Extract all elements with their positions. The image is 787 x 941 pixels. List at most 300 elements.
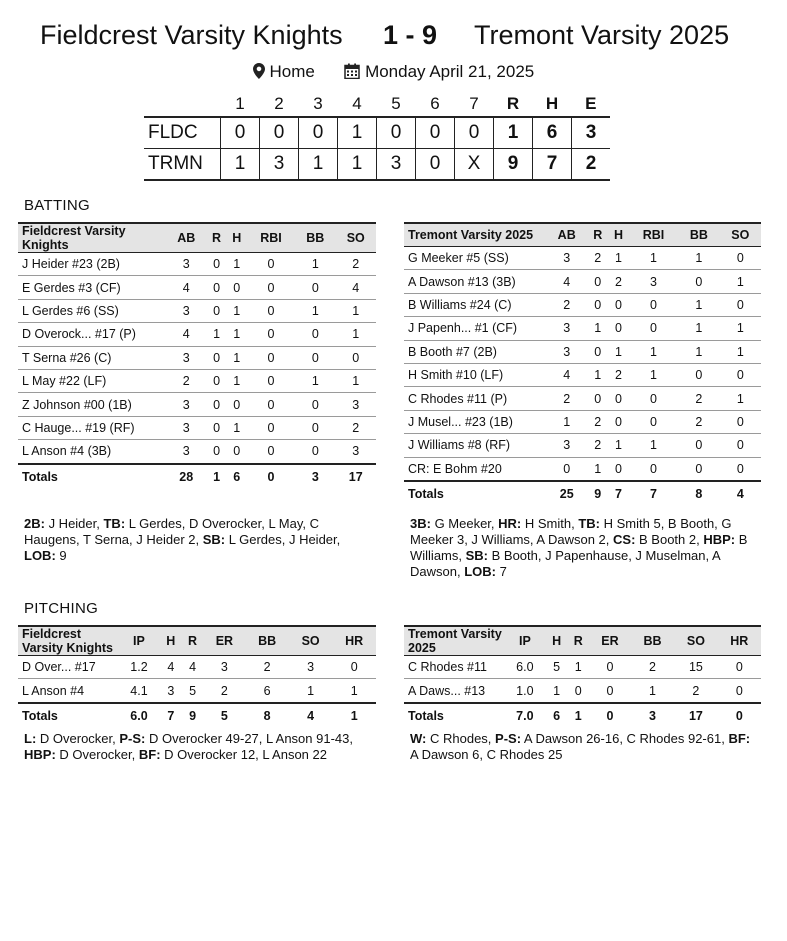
inning-runs: 1 <box>338 117 377 149</box>
stat-column-header: R <box>567 626 589 656</box>
stat-column-header: HR <box>718 626 761 656</box>
stat-cell: 0 <box>295 276 335 299</box>
stat-cell: 2 <box>674 679 717 703</box>
location-pin-icon <box>253 63 265 84</box>
stat-cell: 3 <box>166 346 206 369</box>
total-cell: 9 <box>594 486 602 501</box>
total-cell: 7 <box>650 486 657 501</box>
stat-cell: 1 <box>678 317 719 340</box>
total-cell: 7.0 <box>516 708 534 723</box>
note-label: HR: <box>498 516 522 531</box>
stat-cell: 1 <box>206 323 226 346</box>
player-row <box>404 387 761 410</box>
stat-cell: 3 <box>546 340 587 363</box>
total-runs: 9 <box>494 149 533 181</box>
stat-column-header: BB <box>631 626 674 656</box>
player-name: L Anson #4 (3B) <box>18 440 166 464</box>
stat-cell: 2 <box>336 253 376 276</box>
stat-cell: 3 <box>160 679 182 703</box>
batting-totals-row <box>18 464 376 489</box>
player-row <box>18 393 376 416</box>
stat-cell: 0 <box>587 270 608 293</box>
player-name: B Booth #7 (2B) <box>404 340 546 363</box>
inning-header: 5 <box>391 94 401 113</box>
note-text: L Gerdes, D Overocker, L May, C Haugens, T Serna, J Heider 2, <box>24 516 320 547</box>
stat-cell: 0 <box>295 346 335 369</box>
player-name: D Overock... #17 (P) <box>18 323 166 346</box>
stat-cell: 3 <box>546 434 587 457</box>
line-score-row <box>144 149 610 181</box>
stat-cell: 0 <box>608 410 629 433</box>
stat-column-header: SO <box>720 223 761 247</box>
stat-cell: 1 <box>295 299 335 322</box>
note-text: D Overocker 12, L Anson 22 <box>160 747 327 762</box>
note-text: A Dawson 26-16, C Rhodes 92-61, <box>521 731 729 746</box>
stat-cell: 4 <box>182 656 204 679</box>
stat-cell: 1 <box>629 434 678 457</box>
stat-column-header: SO <box>336 223 376 253</box>
game-header <box>0 20 787 60</box>
note-text: D Overocker, <box>55 747 139 762</box>
note-label: SB: <box>202 532 226 547</box>
stat-cell: 0 <box>206 276 226 299</box>
stat-cell: 0 <box>206 253 226 276</box>
stat-cell: 1 <box>720 387 761 410</box>
stat-cell: 4 <box>166 276 206 299</box>
stat-cell: 0 <box>608 293 629 316</box>
note-label: LOB: <box>24 548 56 563</box>
player-row <box>404 679 761 703</box>
hits-header: H <box>545 94 559 113</box>
stat-cell: 0 <box>295 416 335 439</box>
stat-cell: 0 <box>206 369 226 392</box>
stat-cell: 6.0 <box>504 656 546 679</box>
total-runs: 1 <box>494 117 533 149</box>
stat-cell: 0 <box>332 656 376 679</box>
inning-runs: 1 <box>338 149 377 181</box>
stat-cell: 4 <box>336 276 376 299</box>
note-text: D Overocker, <box>36 731 120 746</box>
stat-column-header: BB <box>245 626 289 656</box>
stat-cell: 0 <box>720 457 761 481</box>
stat-cell: 4 <box>546 270 587 293</box>
stat-cell: 2 <box>587 410 608 433</box>
stat-cell: 3 <box>629 270 678 293</box>
stat-cell: 1 <box>227 299 247 322</box>
home-batting-notes <box>410 516 756 580</box>
stat-cell: 1 <box>295 369 335 392</box>
stat-cell: 0 <box>227 393 247 416</box>
stat-cell: 0 <box>227 276 247 299</box>
inning-header: 6 <box>430 94 440 113</box>
player-name: J Musel... #23 (1B) <box>404 410 546 433</box>
note-label: HBP: <box>24 747 56 762</box>
inning-runs: 0 <box>299 117 338 149</box>
player-name: T Serna #26 (C) <box>18 346 166 369</box>
runs-header: R <box>506 94 520 113</box>
stat-cell: 0 <box>227 440 247 464</box>
stat-cell: 0 <box>718 679 761 703</box>
stat-cell: 0 <box>629 293 678 316</box>
player-name: L Anson #4 <box>18 679 118 703</box>
stat-cell: 0 <box>720 410 761 433</box>
stat-cell: 2 <box>608 363 629 386</box>
away-pitching-table <box>18 625 376 728</box>
stat-column-header: R <box>587 223 608 247</box>
total-cell: 9 <box>189 708 197 723</box>
stat-cell: 0 <box>720 363 761 386</box>
batting-section-title: BATTING <box>24 197 90 214</box>
stat-column-header: HR <box>332 626 376 656</box>
stat-cell: 2 <box>203 679 245 703</box>
stat-cell: 0 <box>678 434 719 457</box>
stat-cell: 0 <box>718 656 761 679</box>
stat-cell: 3 <box>336 440 376 464</box>
total-cell: 3 <box>311 469 319 484</box>
total-cell: 17 <box>688 708 703 723</box>
stat-cell: 0 <box>247 276 295 299</box>
stat-column-header: BB <box>678 223 719 247</box>
player-row <box>18 369 376 392</box>
stat-cell: 15 <box>674 656 717 679</box>
stat-cell: 0 <box>720 434 761 457</box>
stat-cell: 0 <box>247 299 295 322</box>
player-row <box>18 346 376 369</box>
player-row <box>404 247 761 270</box>
totals-label: Totals <box>22 708 58 723</box>
stat-cell: 0 <box>546 457 587 481</box>
stat-cell: 0 <box>567 679 589 703</box>
stat-cell: 3 <box>166 416 206 439</box>
game-meta <box>0 62 787 84</box>
inning-runs: X <box>455 149 494 181</box>
total-cell: 25 <box>559 486 574 501</box>
note-label: TB: <box>103 516 126 531</box>
stat-cell: 4 <box>166 323 206 346</box>
total-cell: 0 <box>606 708 614 723</box>
player-row <box>404 410 761 433</box>
stat-cell: 0 <box>247 440 295 464</box>
note-text: D Overocker 49-27, L Anson 91-43, <box>145 731 353 746</box>
player-name: Z Johnson #00 (1B) <box>18 393 166 416</box>
total-cell: 6 <box>553 708 561 723</box>
total-cell: 28 <box>179 469 194 484</box>
stat-cell: 0 <box>587 387 608 410</box>
inning-runs: 0 <box>260 117 299 149</box>
inning-runs: 0 <box>416 149 455 181</box>
batting-header-row <box>18 223 376 253</box>
location-label: Home <box>269 62 315 81</box>
player-name: J Papenh... #1 (CF) <box>404 317 546 340</box>
player-row <box>404 317 761 340</box>
stat-cell: 1 <box>587 317 608 340</box>
stat-cell: 0 <box>589 679 631 703</box>
stat-cell: 3 <box>166 393 206 416</box>
note-label: TB: <box>578 516 601 531</box>
stat-cell: 0 <box>589 656 631 679</box>
stat-cell: 2 <box>245 656 289 679</box>
total-cell: 7 <box>167 708 175 723</box>
player-name: G Meeker #5 (SS) <box>404 247 546 270</box>
stat-column-header: IP <box>118 626 160 656</box>
total-cell: 6.0 <box>130 708 148 723</box>
total-hits: 7 <box>533 149 572 181</box>
stat-cell: 0 <box>295 323 335 346</box>
stat-cell: 1 <box>587 363 608 386</box>
inning-runs: 3 <box>377 149 416 181</box>
stat-cell: 1.0 <box>504 679 546 703</box>
stat-cell: 1 <box>720 340 761 363</box>
player-name: C Rhodes #11 <box>404 656 504 679</box>
note-label: W: <box>410 731 427 746</box>
stat-cell: 0 <box>206 440 226 464</box>
player-name: J Heider #23 (2B) <box>18 253 166 276</box>
stat-cell: 3 <box>166 440 206 464</box>
team-column-header: Tremont Varsity 2025 <box>404 223 546 247</box>
away-batting-notes <box>24 516 368 564</box>
stat-cell: 2 <box>678 410 719 433</box>
note-text: 7 <box>495 564 507 579</box>
player-row <box>404 340 761 363</box>
total-hits: 6 <box>533 117 572 149</box>
stat-cell: 3 <box>203 656 245 679</box>
stat-cell: 2 <box>587 247 608 270</box>
stat-cell: 1 <box>227 416 247 439</box>
inning-runs: 3 <box>260 149 299 181</box>
total-cell: 1 <box>574 708 582 723</box>
stat-cell: 1 <box>678 293 719 316</box>
pitching-header-row <box>18 626 376 656</box>
inning-header: 7 <box>469 94 479 113</box>
home-team-name: Tremont Varsity 2025 <box>474 20 730 50</box>
player-row <box>18 299 376 322</box>
totals-label: Totals <box>22 469 58 484</box>
stat-cell: 0 <box>678 363 719 386</box>
player-row <box>404 270 761 293</box>
stat-cell: 1 <box>227 323 247 346</box>
note-label: P-S: <box>495 731 522 746</box>
stat-cell: 1 <box>720 270 761 293</box>
pitching-section-title: PITCHING <box>24 600 99 617</box>
stat-cell: 1 <box>608 340 629 363</box>
total-cell: 7 <box>614 486 622 501</box>
stat-cell: 0 <box>295 393 335 416</box>
stat-cell: 4 <box>546 363 587 386</box>
player-name: E Gerdes #3 (CF) <box>18 276 166 299</box>
stat-cell: 0 <box>629 317 678 340</box>
stat-cell: 1 <box>631 679 674 703</box>
total-cell: 8 <box>695 486 703 501</box>
note-label: SB: <box>465 548 488 563</box>
total-cell: 1 <box>213 469 221 484</box>
stat-cell: 1 <box>227 346 247 369</box>
note-text: A Dawson 6, C Rhodes 25 <box>410 747 563 762</box>
stat-cell: 1 <box>629 363 678 386</box>
player-row <box>18 253 376 276</box>
total-cell: 0 <box>735 708 743 723</box>
player-row <box>18 323 376 346</box>
note-text: J Heider, <box>44 516 104 531</box>
note-label: BF: <box>728 731 751 746</box>
stat-cell: 1 <box>546 679 568 703</box>
total-cell: 4 <box>736 486 744 501</box>
stat-column-header: IP <box>504 626 546 656</box>
note-text: H Smith 5, B Booth, G Meeker 3, J Williams, A Dawson 2, <box>410 516 732 547</box>
stat-cell: 0 <box>629 410 678 433</box>
stat-cell: 0 <box>206 299 226 322</box>
stat-cell: 3 <box>166 299 206 322</box>
stat-cell: 2 <box>336 416 376 439</box>
total-cell: 4 <box>307 708 315 723</box>
away-batting-table <box>18 222 376 489</box>
stat-cell: 0 <box>247 393 295 416</box>
player-name: C Hauge... #19 (RF) <box>18 416 166 439</box>
stat-cell: 4.1 <box>118 679 160 703</box>
stat-cell: 3 <box>166 253 206 276</box>
stat-cell: 3 <box>336 393 376 416</box>
away-team-name: Fieldcrest Varsity Knights <box>40 20 343 50</box>
stat-cell: 2 <box>678 387 719 410</box>
team-column-header: Fieldcrest Varsity Knights <box>18 223 166 253</box>
player-name: A Dawson #13 (3B) <box>404 270 546 293</box>
player-row <box>404 293 761 316</box>
total-errors: 3 <box>572 117 611 149</box>
stat-cell: 0 <box>608 317 629 340</box>
inning-header: 2 <box>274 94 284 113</box>
home-pitching-notes <box>410 731 756 763</box>
note-label: 3B: <box>410 516 431 531</box>
home-batting-table <box>404 222 761 506</box>
stat-cell: 1 <box>336 323 376 346</box>
note-text: H Smith, <box>521 516 579 531</box>
line-score-table <box>144 92 610 181</box>
note-text: G Meeker, <box>430 516 499 531</box>
stat-cell: 1 <box>336 369 376 392</box>
stat-cell: 3 <box>546 317 587 340</box>
stat-cell: 3 <box>546 247 587 270</box>
player-name: C Rhodes #11 (P) <box>404 387 546 410</box>
note-text: B Booth, J Papenhause, J Muselman, A Dawson, <box>410 548 720 579</box>
player-row <box>18 440 376 464</box>
stat-column-header: AB <box>546 223 587 247</box>
total-cell: 3 <box>649 708 656 723</box>
stat-cell: 1 <box>227 369 247 392</box>
inning-runs: 1 <box>299 149 338 181</box>
player-row <box>404 457 761 481</box>
stat-cell: 1 <box>546 410 587 433</box>
stat-cell: 0 <box>608 457 629 481</box>
home-pitching-table <box>404 625 761 728</box>
stat-column-header: ER <box>589 626 631 656</box>
calendar-icon <box>344 63 360 84</box>
stat-column-header: AB <box>166 223 206 253</box>
player-name: J Williams #8 (RF) <box>404 434 546 457</box>
note-label: P-S: <box>119 731 146 746</box>
pitching-totals-row <box>18 703 376 728</box>
line-score-row <box>144 117 610 149</box>
stat-cell: 0 <box>295 440 335 464</box>
stat-cell: 1 <box>567 656 589 679</box>
note-label: BF: <box>138 747 161 762</box>
stat-cell: 0 <box>206 346 226 369</box>
totals-label: Totals <box>408 486 444 501</box>
stat-cell: 0 <box>206 393 226 416</box>
stat-cell: 1 <box>608 247 629 270</box>
stat-cell: 0 <box>608 387 629 410</box>
stat-cell: 0 <box>678 457 719 481</box>
stat-cell: 0 <box>206 416 226 439</box>
note-text: B Williams, <box>410 532 748 563</box>
player-name: B Williams #24 (C) <box>404 293 546 316</box>
stat-cell: 5 <box>182 679 204 703</box>
stat-cell: 2 <box>166 369 206 392</box>
stat-cell: 0 <box>247 253 295 276</box>
stat-cell: 2 <box>546 293 587 316</box>
stat-cell: 0 <box>247 369 295 392</box>
stat-cell: 6 <box>245 679 289 703</box>
inning-header: 3 <box>313 94 323 113</box>
total-cell: 5 <box>220 708 228 723</box>
stat-cell: 3 <box>289 656 333 679</box>
pitching-totals-row <box>404 703 761 728</box>
stat-cell: 1 <box>336 299 376 322</box>
stat-cell: 1 <box>608 434 629 457</box>
team-abbr: TRMN <box>144 149 221 181</box>
stat-column-header: RBI <box>629 223 678 247</box>
stat-column-header: SO <box>674 626 717 656</box>
errors-header: E <box>585 94 597 113</box>
inning-runs: 0 <box>377 117 416 149</box>
stat-column-header: ER <box>203 626 245 656</box>
player-name: A Daws... #13 <box>404 679 504 703</box>
stat-column-header: SO <box>289 626 333 656</box>
total-errors: 2 <box>572 149 611 181</box>
inning-runs: 0 <box>416 117 455 149</box>
stat-cell: 0 <box>247 346 295 369</box>
stat-cell: 2 <box>608 270 629 293</box>
stat-cell: 1 <box>629 247 678 270</box>
stat-cell: 1 <box>227 253 247 276</box>
stat-column-header: BB <box>295 223 335 253</box>
stat-cell: 0 <box>336 346 376 369</box>
stat-cell: 4 <box>160 656 182 679</box>
team-abbr: FLDC <box>144 117 221 149</box>
stat-cell: 0 <box>587 293 608 316</box>
stat-cell: 0 <box>247 416 295 439</box>
inning-runs: 0 <box>221 117 260 149</box>
line-score-header <box>144 92 610 117</box>
stat-cell: 1 <box>295 253 335 276</box>
stat-cell: 2 <box>546 387 587 410</box>
stat-column-header: R <box>206 223 226 253</box>
inning-runs: 0 <box>455 117 494 149</box>
note-label: CS: <box>613 532 636 547</box>
stat-cell: 1 <box>332 679 376 703</box>
stat-cell: 1 <box>720 317 761 340</box>
stat-cell: 1.2 <box>118 656 160 679</box>
stat-cell: 1 <box>678 247 719 270</box>
inning-header: 1 <box>235 94 245 113</box>
player-name: L May #22 (LF) <box>18 369 166 392</box>
stat-cell: 0 <box>247 323 295 346</box>
batting-totals-row <box>404 481 761 506</box>
stat-column-header: R <box>182 626 204 656</box>
player-name: D Over... #17 <box>18 656 118 679</box>
batting-header-row <box>404 223 761 247</box>
player-row <box>18 679 376 703</box>
note-text: C Rhodes, <box>426 731 496 746</box>
stat-cell: 2 <box>587 434 608 457</box>
